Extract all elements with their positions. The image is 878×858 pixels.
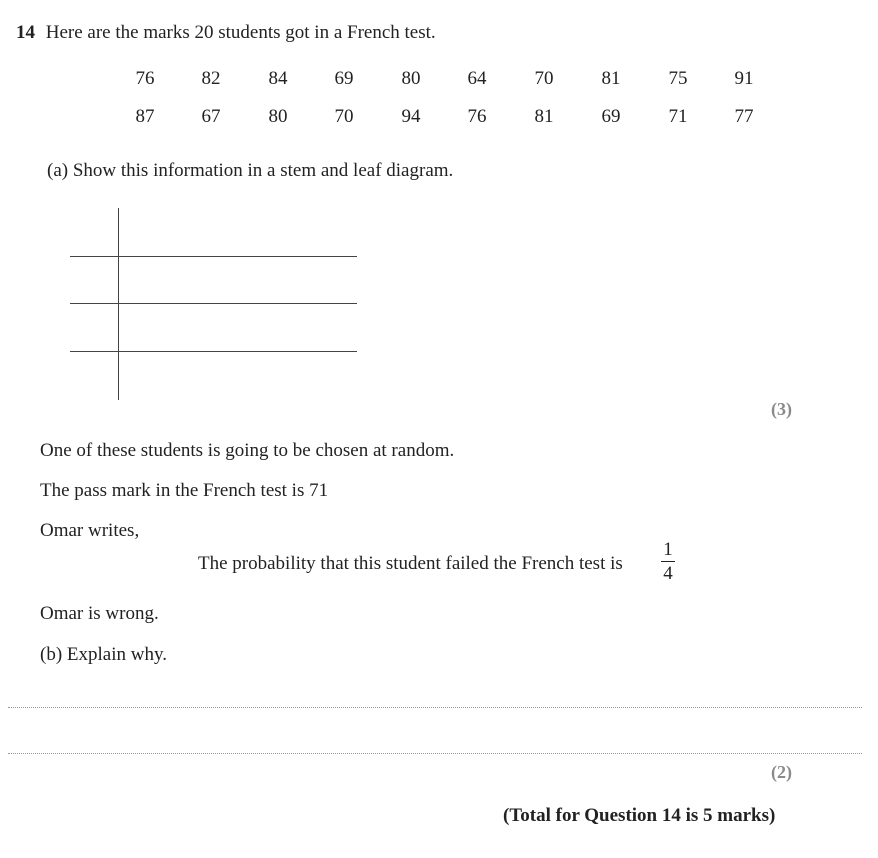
- mark-cell: 82: [201, 68, 221, 89]
- answer-line-2[interactable]: [8, 753, 862, 754]
- mark-cell: 67: [201, 106, 221, 127]
- mark-cell: 75: [668, 68, 688, 89]
- mark-cell: 87: [135, 106, 155, 127]
- question-total: (Total for Question 14 is 5 marks): [503, 805, 776, 826]
- fraction-denominator: 4: [663, 563, 673, 584]
- mark-cell: 76: [467, 106, 487, 127]
- context-line-2: The pass mark in the French test is 71: [40, 480, 329, 501]
- mark-cell: 81: [601, 68, 621, 89]
- mark-cell: 76: [135, 68, 155, 89]
- fraction-bar: [661, 561, 675, 562]
- stem-row-line: [70, 351, 357, 352]
- part-b-prompt: (b) Explain why.: [40, 644, 167, 665]
- mark-cell: 80: [401, 68, 421, 89]
- probability-fraction: [660, 540, 676, 583]
- mark-cell: 70: [334, 106, 354, 127]
- mark-cell: 69: [601, 106, 621, 127]
- mark-cell: 84: [268, 68, 288, 89]
- context-line-1: One of these students is going to be chosen at random.: [40, 440, 455, 461]
- omar-quote: The probability that this student failed the French test is: [198, 553, 623, 574]
- question-number: 14: [16, 22, 35, 43]
- question-header: [16, 22, 436, 44]
- stem-row-line: [70, 303, 357, 304]
- part-a-marks: (3): [771, 399, 792, 419]
- context-line-4: Omar is wrong.: [40, 603, 159, 624]
- mark-cell: 77: [734, 106, 754, 127]
- question-intro: Here are the marks 20 students got in a French test.: [45, 22, 436, 43]
- mark-cell: 64: [467, 68, 487, 89]
- mark-cell: 94: [401, 106, 421, 127]
- part-b-marks: (2): [771, 762, 792, 782]
- stem-leaf-grid[interactable]: [70, 208, 360, 402]
- mark-cell: 91: [734, 68, 754, 89]
- answer-line-1[interactable]: [8, 707, 862, 708]
- mark-cell: 69: [334, 68, 354, 89]
- mark-cell: 71: [668, 106, 688, 127]
- stem-divider-line: [118, 208, 119, 400]
- mark-cell: 80: [268, 106, 288, 127]
- fraction-numerator: 1: [663, 539, 673, 560]
- part-a-prompt: (a) Show this information in a stem and leaf diagram.: [47, 160, 454, 181]
- mark-cell: 81: [534, 106, 554, 127]
- stem-row-line: [70, 256, 357, 257]
- context-line-3: Omar writes,: [40, 520, 140, 541]
- mark-cell: 70: [534, 68, 554, 89]
